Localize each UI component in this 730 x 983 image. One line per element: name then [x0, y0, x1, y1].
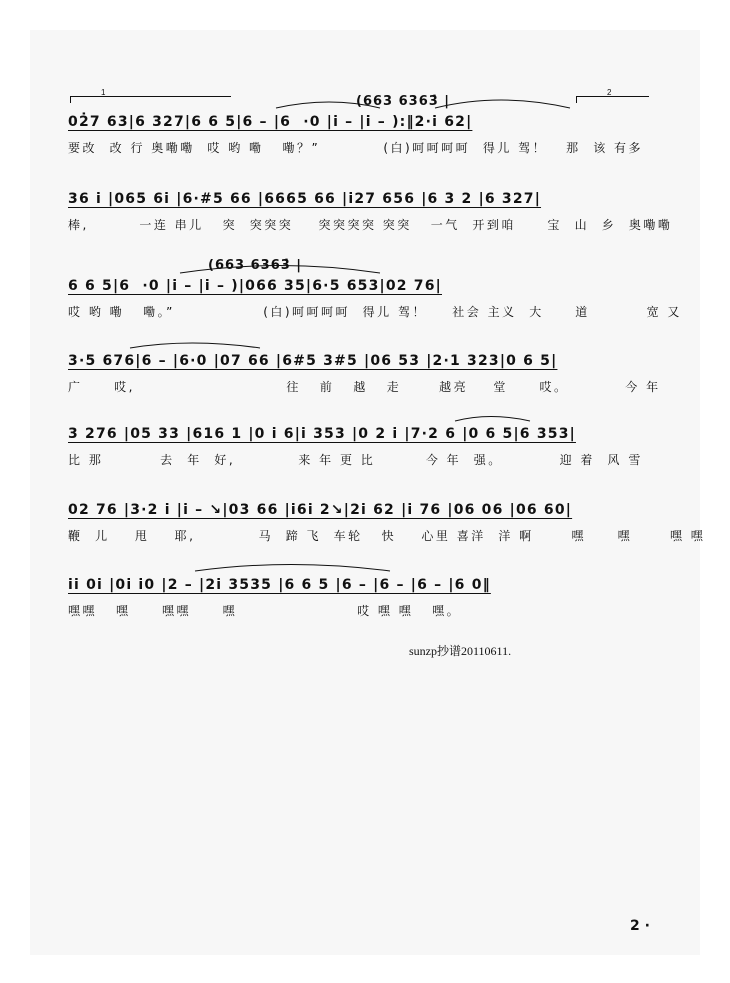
volta-number-2: 2: [607, 88, 612, 97]
notes-line-7: ii 0i |0i i0 |2 – |2i 3535 |6 6 5 |6 – |6 – |6 – |6 0‖: [68, 577, 491, 593]
lyrics-line-5: 比 那 去 年 好, 来 年 更 比 今 年 强。 迎 着 风 雪: [68, 453, 643, 467]
lyrics-line-4: 广 哎, 往 前 越 走 越亮 堂 哎。 今 年: [68, 380, 661, 394]
paren-notes-1: (663 6363̇ |: [356, 94, 451, 109]
lyrics-line-2: 棒, 一连 串儿 突 突突突 突突突突 突突 一气 开到咱 宝 山 乡 奥嘞嘞: [68, 218, 673, 232]
score-page: [30, 30, 706, 955]
volta-number-1: 1: [101, 88, 106, 97]
transcriber-credit: sunzp抄谱20110611.: [409, 644, 512, 658]
page-number: 2 ·: [630, 918, 650, 934]
notes-line-5: 3 276 |05 33 |616 1 |0 i 6|i 353 |0 2 i |7·2 6 |0 6 5|6 353|: [68, 426, 576, 442]
volta-bracket-2: [576, 88, 649, 103]
notes-line-4: 3·5 676|6 – |6·0 |07 66 |6#5 3#5 |06 53 |2·1 323|0 6 5|: [68, 353, 558, 369]
slur-arcs: [30, 30, 706, 955]
lyrics-line-7: 嘿嘿 嘿 嘿嘿 嘿 哎 嘿 嘿 嘿。: [68, 604, 462, 618]
notes-line-2: 36 i |065 6i |6·#5 66 |6665 66 |i27 656 |6 3 2 |6 327|: [68, 191, 542, 207]
lyrics-line-1: 要改 改 行 奥嘞嘞 哎 哟 嘞 嘞？” (白)呵呵呵呵 得儿 驾！ 那 该 有多: [68, 141, 644, 155]
lyrics-line-3: 哎 哟 嘞 嘞。” (白)呵呵呵呵 得儿 驾！ 社会 主义 大 道 宽 又: [68, 305, 682, 319]
paren-notes-3: (663 6363̇ |: [208, 258, 303, 273]
notes-line-6: 02 76 |3·2 i |i – ↘|03 66 |i6i 2↘|2i 62 |i 76 |06 06 |06 60|: [68, 502, 573, 518]
notes-line-3: 6 6 5|6 ·0 |i – |i – )|066 35|6·5 653|02 76|: [68, 278, 442, 294]
lyrics-line-6: 鞭 儿 甩 耶, 马 蹄 飞 车轮 快 心里 喜洋 洋 啊 嘿 嘿 嘿 嘿: [68, 529, 706, 543]
volta-bracket-1: [70, 88, 231, 103]
notes-line-1: 02̇7 63|6 327|6 6 5|6 – |6 ·0 |i – |i – ):‖2·i 62|: [68, 114, 473, 130]
